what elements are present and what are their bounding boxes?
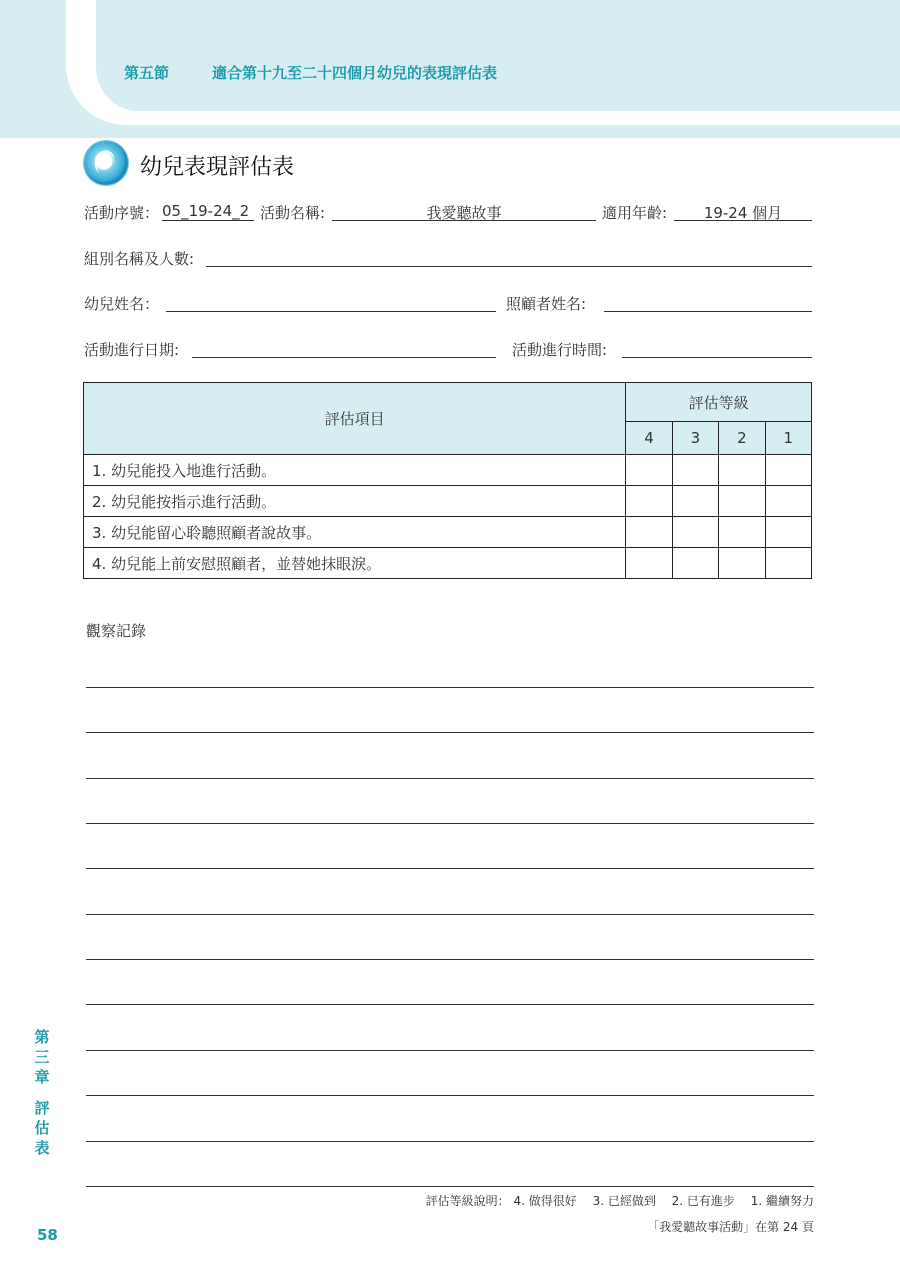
activity-no-label: 活動序號： xyxy=(84,204,160,222)
grade-cell[interactable] xyxy=(672,486,718,517)
item-header: 評估項目 xyxy=(84,383,626,455)
grade-cell[interactable] xyxy=(626,548,672,579)
activity-name-field[interactable]: 我愛聽故事 xyxy=(332,202,596,221)
item-label: 4. 幼兒能上前安慰照顧者，並替她抹眼淚。 xyxy=(84,548,626,579)
grade-cell[interactable] xyxy=(765,455,811,486)
table-row xyxy=(84,486,812,517)
observation-line[interactable] xyxy=(86,1095,814,1096)
observation-line[interactable] xyxy=(86,823,814,824)
level-header: 1 xyxy=(765,422,811,455)
form-title: 幼兒表現評估表 xyxy=(140,155,295,180)
grade-cell[interactable] xyxy=(765,486,811,517)
section-title: 適合第十九至二十四個月幼兒的表現評估表 xyxy=(212,64,498,82)
grade-cell[interactable] xyxy=(626,517,672,548)
grade-cell[interactable] xyxy=(672,548,718,579)
observation-line[interactable] xyxy=(86,687,814,688)
time-label: 活動進行時間: xyxy=(512,341,608,359)
grade-cell[interactable] xyxy=(719,548,765,579)
observation-line[interactable] xyxy=(86,1004,814,1005)
observation-line[interactable] xyxy=(86,959,814,960)
table-row xyxy=(84,455,812,486)
grade-cell[interactable] xyxy=(719,455,765,486)
grade-cell[interactable] xyxy=(765,517,811,548)
age-label: 適用年齡: xyxy=(602,204,668,222)
activity-name-label: 活動名稱: xyxy=(260,204,326,222)
observation-label: 觀察記錄 xyxy=(86,622,147,640)
table-row xyxy=(84,548,812,579)
date-field[interactable] xyxy=(192,339,496,358)
observation-line[interactable] xyxy=(86,868,814,869)
item-label: 3. 幼兒能留心聆聽照顧者說故事。 xyxy=(84,517,626,548)
grade-cell[interactable] xyxy=(672,455,718,486)
observation-line[interactable] xyxy=(86,778,814,779)
item-label: 2. 幼兒能按指示進行活動。 xyxy=(84,486,626,517)
date-label: 活動進行日期: xyxy=(84,341,180,359)
grade-cell[interactable] xyxy=(626,455,672,486)
carer-name-label: 照顧者姓名: xyxy=(506,295,587,313)
level-header: 4 xyxy=(626,422,672,455)
age-field[interactable]: 19-24 個月 xyxy=(674,202,812,221)
carer-name-field[interactable] xyxy=(604,293,812,312)
grade-legend: 評估等級說明： 4. 做得很好 3. 已經做到 2. 已有進步 1. 繼續努力 xyxy=(425,1194,814,1208)
grade-cell[interactable] xyxy=(765,548,811,579)
grade-cell[interactable] xyxy=(719,486,765,517)
chapter-label: 第三章 xyxy=(34,1028,50,1086)
level-header: 2 xyxy=(719,422,765,455)
child-name-label: 幼兒姓名： xyxy=(84,295,160,313)
activity-reference: 「我愛聽故事活動」在第 24 頁 xyxy=(647,1220,814,1234)
observation-line[interactable] xyxy=(86,1050,814,1051)
time-field[interactable] xyxy=(622,339,812,358)
grade-cell[interactable] xyxy=(672,517,718,548)
table-row xyxy=(84,517,812,548)
page-number: 58 xyxy=(37,1226,58,1244)
observation-line[interactable] xyxy=(86,914,814,915)
level-header: 3 xyxy=(672,422,718,455)
chapter-name: 評估表 xyxy=(34,1099,50,1157)
grade-header: 評估等級 xyxy=(626,383,812,422)
item-label: 1. 幼兒能投入地進行活動。 xyxy=(84,455,626,486)
header-panel xyxy=(94,0,900,111)
evaluation-table xyxy=(83,382,812,579)
group-field[interactable] xyxy=(206,248,812,267)
observation-line[interactable] xyxy=(86,732,814,733)
grade-cell[interactable] xyxy=(719,517,765,548)
grade-cell[interactable] xyxy=(626,486,672,517)
child-name-field[interactable] xyxy=(166,293,496,312)
activity-no-field[interactable]: 05_19-24_2 xyxy=(162,202,254,221)
group-label: 組別名稱及人數: xyxy=(84,250,195,268)
observation-line[interactable] xyxy=(86,1186,814,1187)
section-number: 第五節 xyxy=(124,64,170,82)
observation-line[interactable] xyxy=(86,1141,814,1142)
